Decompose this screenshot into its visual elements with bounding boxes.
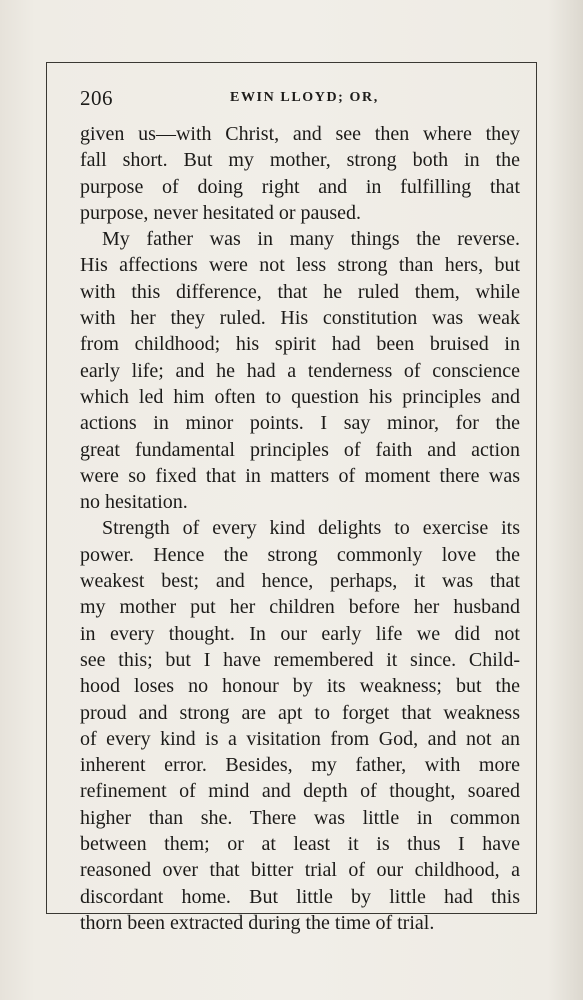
text-line: no hesitation.	[80, 491, 188, 514]
text-line: discordant home. But little by little had this	[80, 885, 520, 908]
text-line: between them; or at least it is thus I have	[80, 833, 520, 856]
text-line: higher than she. There was little in common	[80, 806, 520, 829]
text-line: in every thought. In our early life we did not	[80, 622, 520, 645]
text-line: His affections were not less strong than hers, but	[80, 254, 520, 277]
text-line: power. Hence the strong commonly love the	[80, 543, 520, 566]
page-header	[80, 86, 520, 114]
text-line: Strength of every kind delights to exercise its	[102, 517, 520, 540]
text-line: were so fixed that in matters of moment there was	[80, 464, 520, 487]
text-line: with her they ruled. His constitution was weak	[80, 307, 520, 330]
text-line: my mother put her children before her husband	[80, 596, 520, 619]
page-number: 206	[80, 86, 113, 110]
text-line: My father was in many things the reverse.	[102, 228, 520, 251]
text-line: from childhood; his spirit had been bruised in	[80, 333, 520, 356]
text-line: purpose of doing right and in fulfilling that	[80, 175, 520, 198]
text-line: which led him often to question his principles and	[80, 385, 520, 408]
text-line: hood loses no honour by its weakness; but the	[80, 675, 520, 698]
running-head: EWIN LLOYD; OR,	[230, 90, 379, 105]
text-line: fall short. But my mother, strong both in the	[80, 149, 520, 172]
text-line: proud and strong are apt to forget that weakness	[80, 701, 520, 724]
text-line: great fundamental principles of faith and action	[80, 438, 520, 461]
text-line: actions in minor points. I say minor, for the	[80, 412, 520, 435]
text-line: given us—with Christ, and see then where they	[80, 123, 520, 145]
text-line: purpose, never hesitated or paused.	[80, 201, 362, 224]
body-text	[80, 121, 520, 936]
text-line: reasoned over that bitter trial of our childhood, a	[80, 859, 520, 882]
text-line: with this difference, that he ruled them, while	[80, 280, 520, 303]
text-line: early life; and he had a tenderness of conscience	[80, 359, 520, 382]
text-line: refinement of mind and depth of thought, soared	[80, 780, 520, 803]
text-line: weakest best; and hence, perhaps, it was that	[80, 570, 520, 593]
text-line: of every kind is a visitation from God, and not an	[80, 727, 520, 750]
text-line: see this; but I have remembered it since. Child-	[80, 648, 520, 671]
text-line: thorn been extracted during the time of trial.	[80, 911, 435, 934]
text-line: inherent error. Besides, my father, with more	[80, 754, 520, 777]
